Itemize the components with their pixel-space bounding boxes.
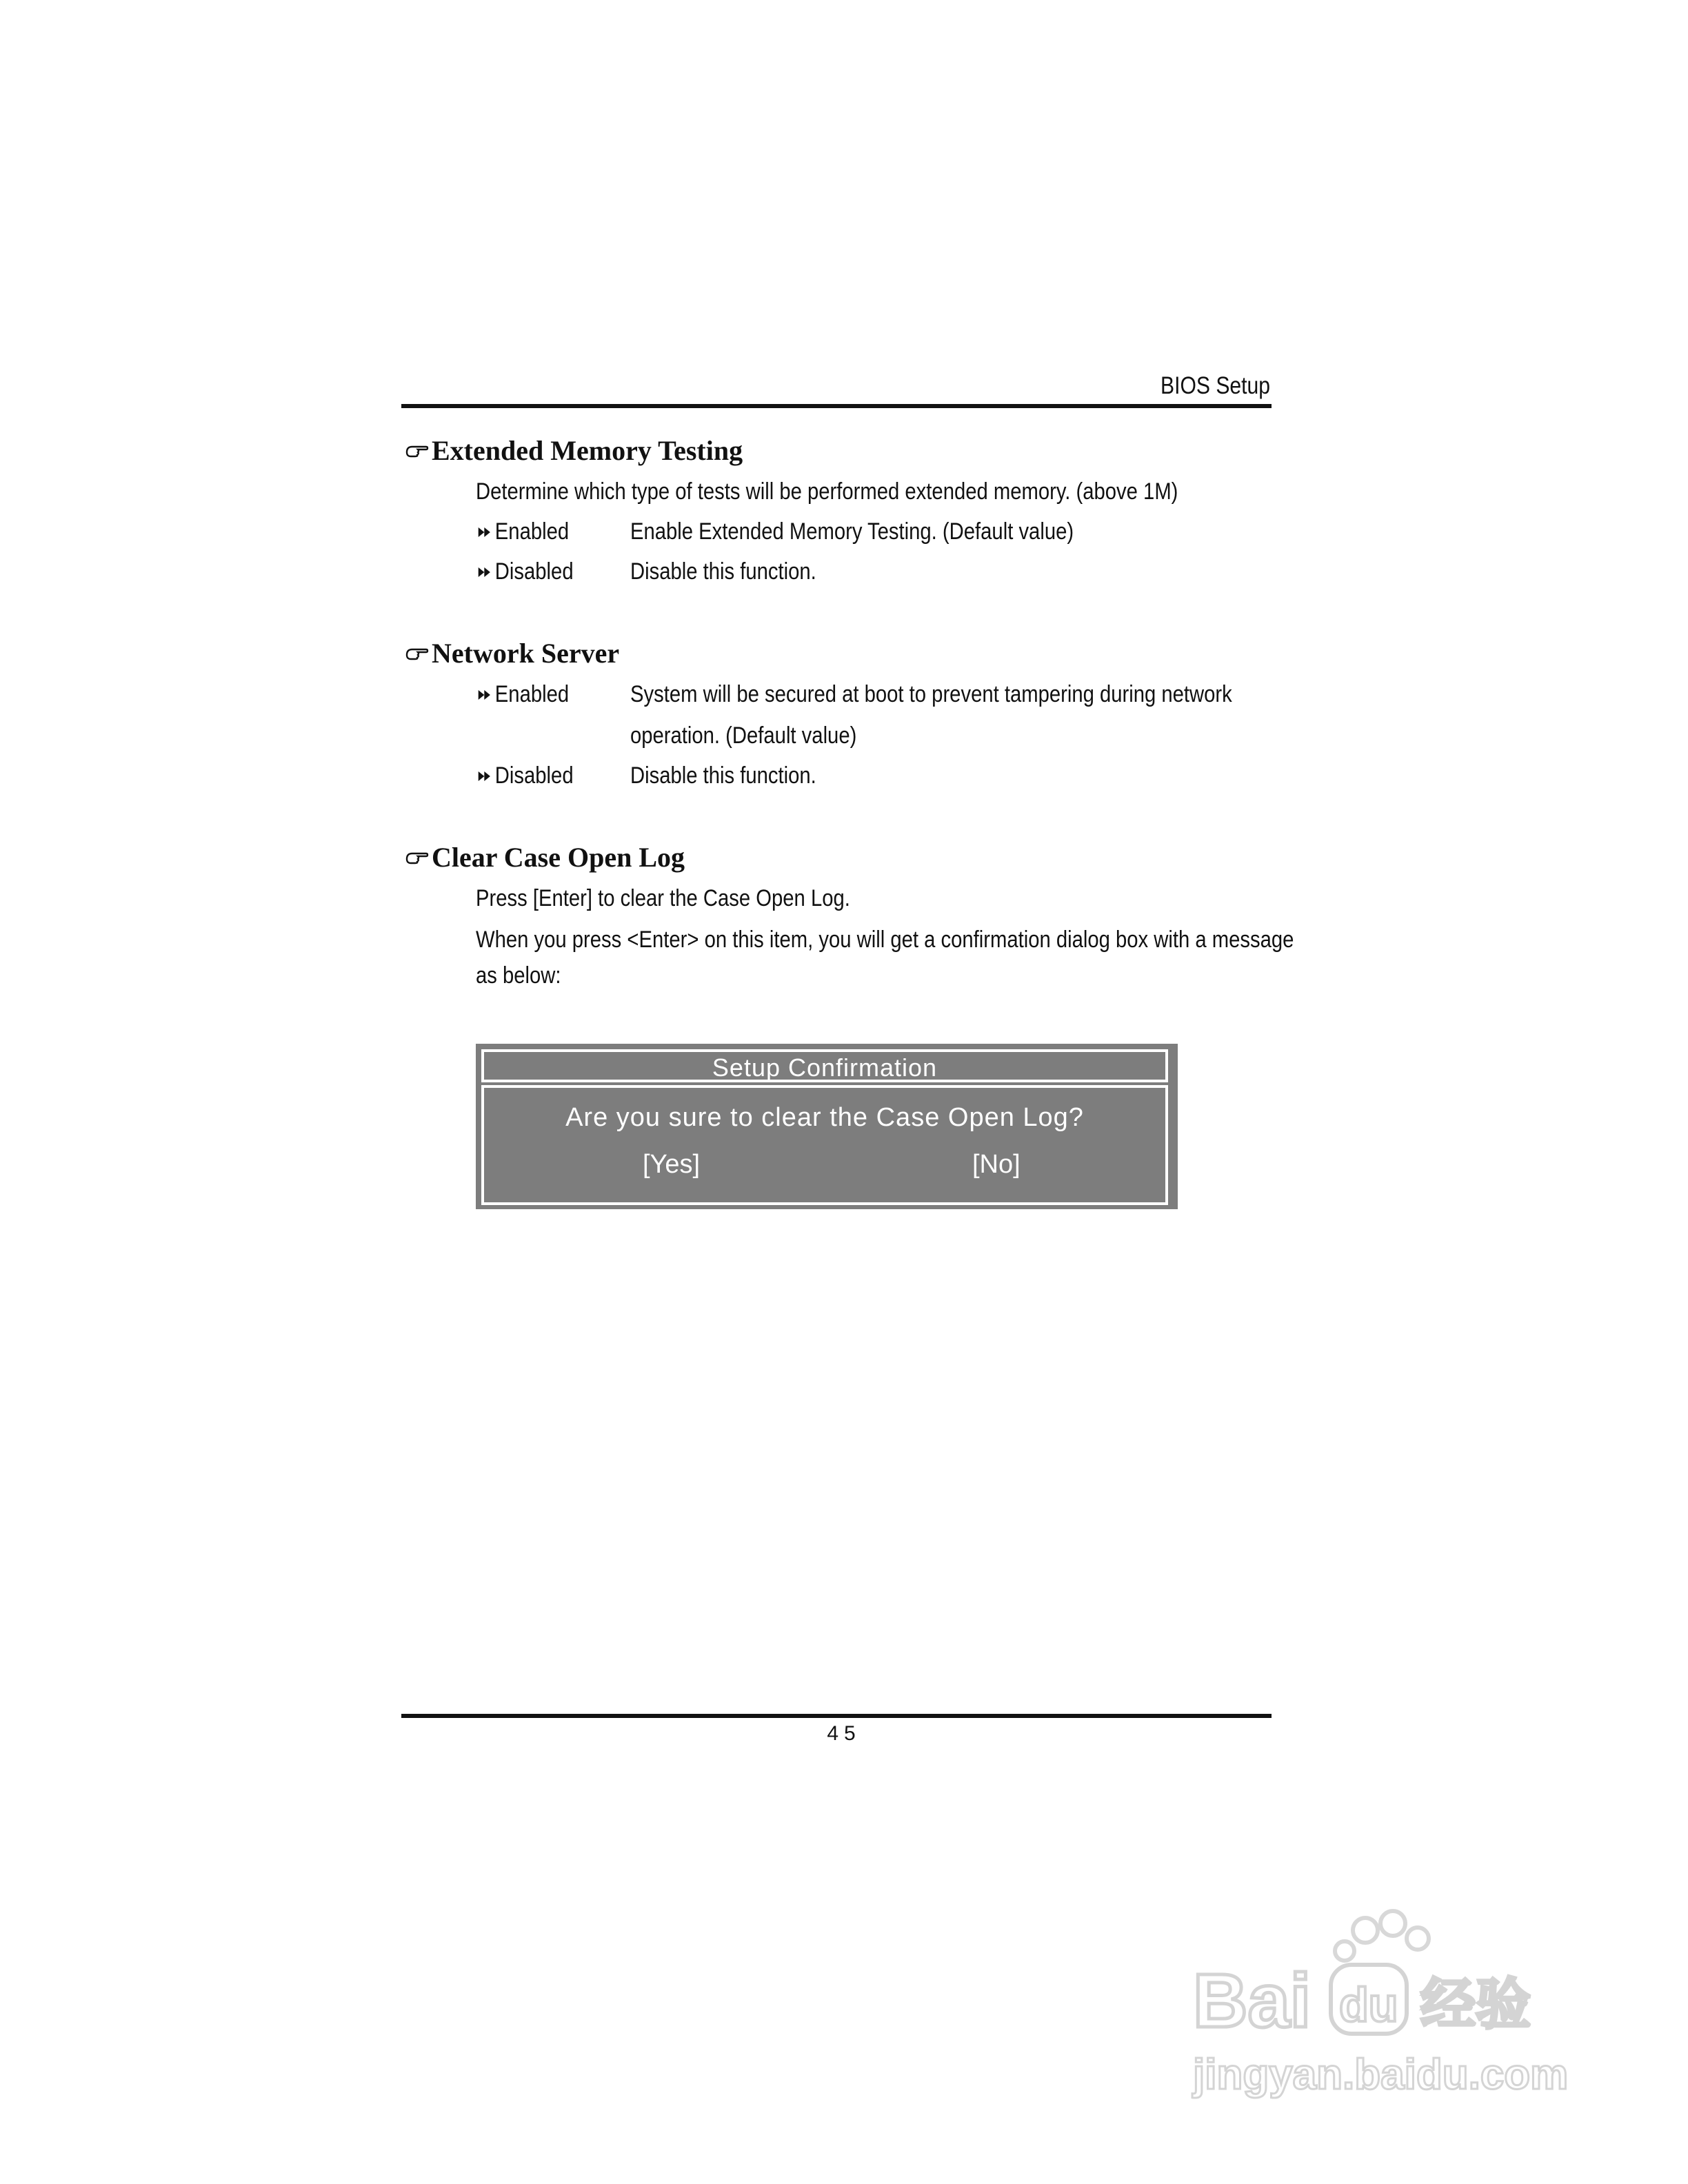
section-description: Determine which type of tests will be performed extended memory. (above 1M) bbox=[476, 478, 1178, 505]
body-line: Press [Enter] to clear the Case Open Log. bbox=[476, 885, 850, 911]
dialog-body bbox=[481, 1088, 1168, 1205]
body-line: as below: bbox=[476, 962, 561, 989]
no-button[interactable]: [No] bbox=[972, 1150, 1021, 1179]
svg-text:Bai: Bai bbox=[1193, 1959, 1312, 2043]
option-description: Disable this function. bbox=[630, 762, 816, 789]
option-disabled bbox=[477, 558, 574, 585]
pointing-hand-icon bbox=[405, 443, 429, 459]
option-label: Enabled bbox=[494, 681, 570, 707]
double-arrow-icon bbox=[477, 769, 492, 783]
dialog-message: Are you sure to clear the Case Open Log? bbox=[565, 1103, 1084, 1132]
option-label: Disabled bbox=[494, 558, 574, 585]
option-description: Enable Extended Memory Testing. (Default value) bbox=[630, 518, 1074, 545]
dialog-title: Setup Confirmation bbox=[712, 1053, 938, 1082]
pointing-hand-icon bbox=[405, 645, 429, 662]
option-description-line1: System will be secured at boot to prevent tampering during network bbox=[630, 681, 1232, 707]
option-description: Disable this function. bbox=[630, 558, 816, 585]
svg-text:jingyan.baidu.com: jingyan.baidu.com bbox=[1193, 2051, 1569, 2099]
section-title-network-server bbox=[405, 637, 619, 669]
option-enabled bbox=[477, 518, 569, 545]
section-title-extended-memory-testing bbox=[405, 434, 743, 467]
double-arrow-icon bbox=[477, 688, 492, 702]
yes-button[interactable]: [Yes] bbox=[643, 1150, 701, 1179]
svg-text:经验: 经验 bbox=[1420, 1972, 1531, 2036]
pointing-hand-icon bbox=[405, 849, 429, 866]
double-arrow-icon bbox=[477, 565, 492, 579]
double-arrow-icon bbox=[477, 525, 492, 539]
dialog-title-bar bbox=[481, 1049, 1168, 1082]
option-enabled bbox=[477, 681, 569, 708]
page-number: 45 bbox=[827, 1722, 861, 1745]
section-title-clear-case-open-log bbox=[405, 841, 685, 873]
option-disabled bbox=[477, 762, 574, 789]
baidu-watermark-logo bbox=[1186, 1903, 1572, 2110]
section-title-text: Clear Case Open Log bbox=[432, 842, 685, 873]
footer-rule bbox=[401, 1714, 1272, 1718]
option-label: Enabled bbox=[494, 518, 570, 545]
section-title-text: Extended Memory Testing bbox=[432, 435, 743, 466]
svg-text:du: du bbox=[1339, 1978, 1398, 2032]
body-line: When you press <Enter> on this item, you will get a confirmation dialog box with a message bbox=[476, 927, 1294, 953]
option-description-line2: operation. (Default value) bbox=[630, 722, 857, 749]
header-rule bbox=[401, 404, 1272, 408]
running-head: BIOS Setup bbox=[1160, 372, 1270, 399]
setup-confirmation-dialog bbox=[476, 1044, 1178, 1209]
section-title-text: Network Server bbox=[432, 638, 620, 669]
option-label: Disabled bbox=[494, 762, 574, 789]
